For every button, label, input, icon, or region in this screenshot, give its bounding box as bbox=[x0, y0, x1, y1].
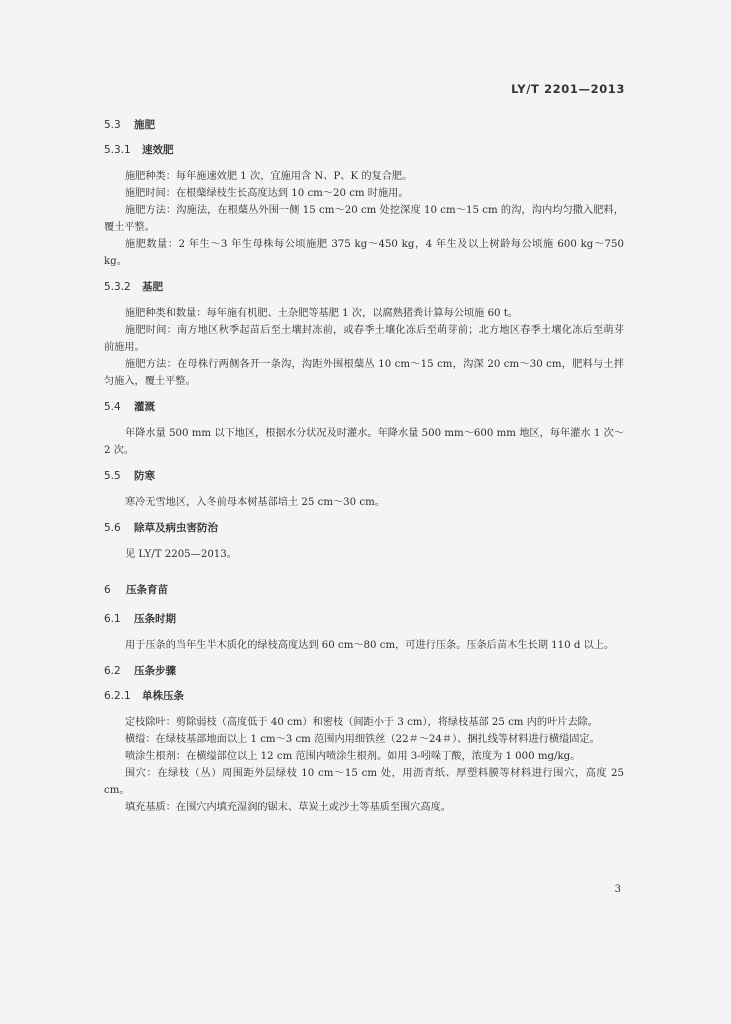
page-number: 3 bbox=[614, 884, 621, 895]
paragraph: 用于压条的当年生半木质化的绿枝高度达到 60 cm～80 cm，可进行压条。压条后苗木生长期 110 d 以上。 bbox=[125, 640, 615, 651]
heading-5-3-2: 5.3.2 基肥 bbox=[104, 281, 163, 293]
heading-5-4: 5.4 灌溉 bbox=[104, 401, 155, 413]
paragraph: 见 LY/T 2205—2013。 bbox=[125, 549, 237, 560]
heading-6-2-1: 6.2.1 单株压条 bbox=[104, 690, 184, 702]
heading-6-2: 6.2 压条步骤 bbox=[104, 665, 176, 677]
paragraph: 施肥时间：南方地区秋季起苗后至土壤封冻前，或春季土壤化冻后至萌芽前；北方地区春季土壤化冻后至萌芽前施用。 bbox=[104, 325, 624, 353]
paragraph: 定枝除叶：剪除弱枝（高度低于 40 cm）和密枝（间距小于 3 cm），将绿枝基部 25 cm 内的叶片去除。 bbox=[125, 717, 599, 728]
heading-5-6: 5.6 除草及病虫害防治 bbox=[104, 522, 218, 534]
page-content bbox=[104, 118, 624, 816]
paragraph: 填充基质：在围穴内填充湿润的锯末、草炭土或沙土等基质至围穴高度。 bbox=[125, 802, 451, 813]
heading-5-3: 5.3 施肥 bbox=[104, 119, 155, 131]
heading-6: 6 压条育苗 bbox=[104, 584, 168, 596]
paragraph: 寒冷无雪地区，入冬前母本树基部培土 25 cm～30 cm。 bbox=[125, 497, 385, 508]
paragraph: 施肥方法：在母株行两侧各开一条沟，沟距外围根蘖丛 10 cm～15 cm，沟深 20 cm～30 cm，肥料与土拌匀施入，覆土平整。 bbox=[104, 359, 624, 387]
paragraph: 施肥种类和数量：每年施有机肥、土杂肥等基肥 1 次，以腐熟猪粪计算每公顷施 60 t。 bbox=[125, 308, 519, 319]
heading-5-3-1: 5.3.1 速效肥 bbox=[104, 144, 174, 156]
paragraph: 横缢：在绿枝基部地面以上 1 cm～3 cm 范围内用细铁丝（22＃～24＃）、捆扎线等材料进行横缢固定。 bbox=[125, 734, 600, 745]
heading-5-5: 5.5 防寒 bbox=[104, 470, 155, 482]
paragraph: 喷涂生根剂：在横缢部位以上 12 cm 范围内喷涂生根剂。如用 3-吲哚丁酸，浓度为 1 000 mg/kg。 bbox=[125, 751, 581, 762]
paragraph: 年降水量 500 mm 以下地区，根据水分状况及时灌水。年降水量 500 mm～600 mm 地区，每年灌水 1 次～2 次。 bbox=[104, 428, 624, 456]
heading-6-1: 6.1 压条时期 bbox=[104, 613, 176, 625]
paragraph: 围穴：在绿枝（丛）周围距外层绿枝 10 cm～15 cm 处，用沥青纸、厚塑料膜等材料进行围穴，高度 25 cm。 bbox=[104, 768, 624, 796]
paragraph: 施肥种类：每年施速效肥 1 次，宜施用含 N、P、K 的复合肥。 bbox=[125, 171, 413, 182]
standard-code-header: LY/T 2201—2013 bbox=[511, 82, 625, 96]
paragraph: 施肥数量：2 年生～3 年生母株每公顷施肥 375 kg～450 kg，4 年生及以上树龄每公顷施 600 kg～750 kg。 bbox=[104, 239, 624, 267]
paragraph: 施肥时间：在根蘖绿枝生长高度达到 10 cm～20 cm 时施用。 bbox=[125, 188, 409, 199]
paragraph: 施肥方法：沟施法，在根蘖丛外围一侧 15 cm～20 cm 处挖深度 10 cm～15 cm 的沟，沟内均匀撒入肥料，覆土平整。 bbox=[104, 205, 624, 233]
